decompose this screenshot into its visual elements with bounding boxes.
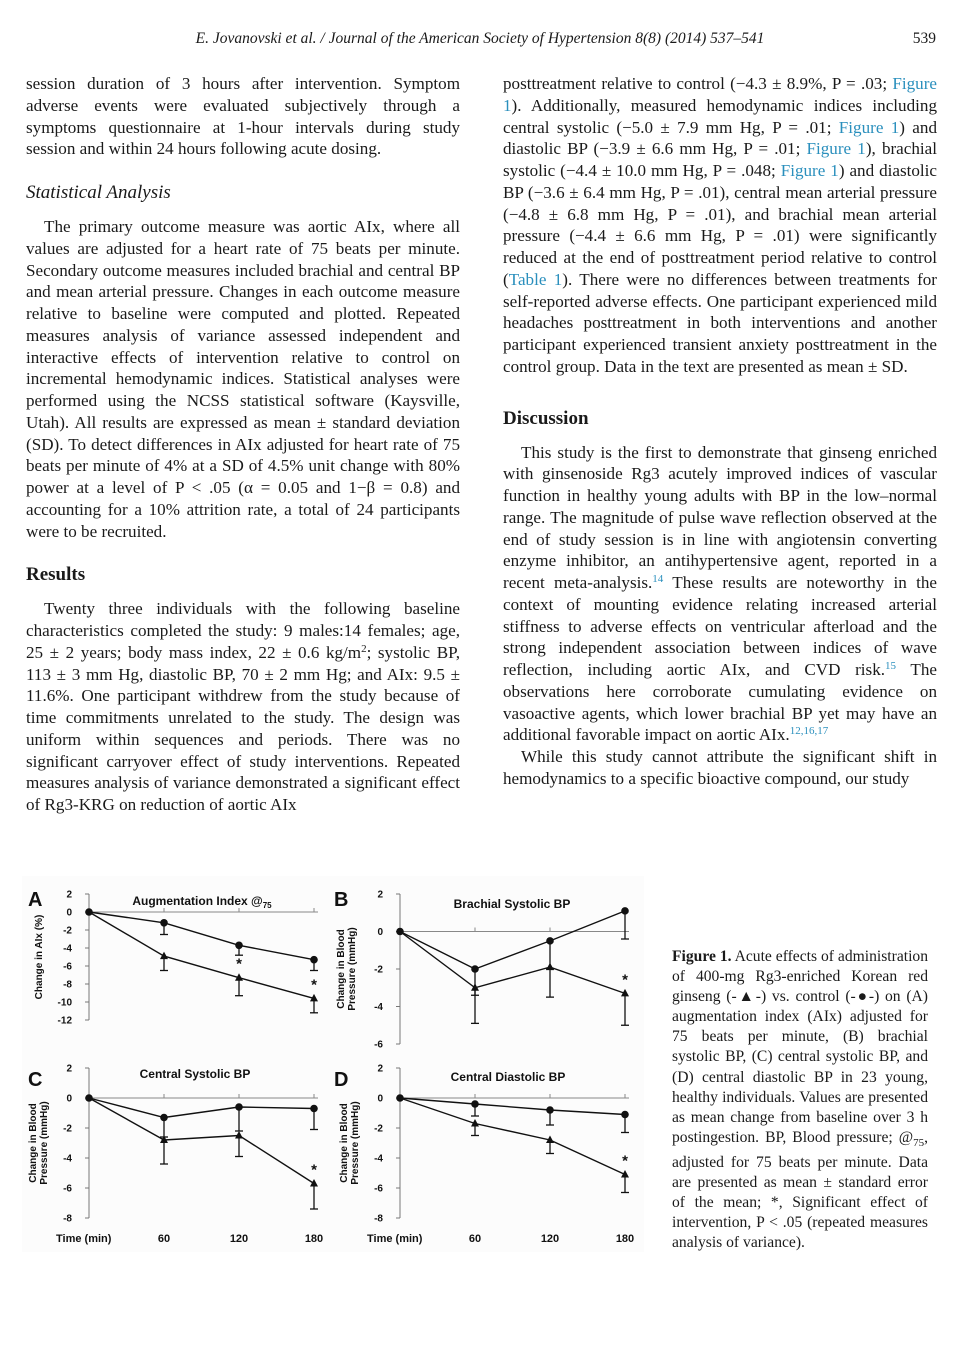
panel-a-control-point xyxy=(160,919,168,927)
results-text-b: ; systolic BP, 113 ± 3 mm Hg, diastolic BP, 70 ± 2 mm Hg; and AIx: 9.5 ± 11.6%. One participant withdrew from the study because of time commitments unrelated to the study. The design was uniform within sequences and periods. There was no significant carryover effect of study interventions. Repeated measures analysis of variance demonstrated a significant effect of Rg3-KRG on reduction of aortic AIx xyxy=(26,642,460,814)
results-text-a: Twenty three individuals with the following baseline characteristics completed the study: 9 males:14 females; age, 25 ± 2 years; body mass index, 22 ± 0.6 kg/m xyxy=(26,599,460,662)
panel-a-title: Augmentation Index $@_{75}$ xyxy=(132,894,272,910)
figure-1-link[interactable]: Figure 1 xyxy=(806,139,866,159)
panel-d-y-tick-label: -4 xyxy=(374,1153,383,1165)
results-paragraph xyxy=(26,598,460,816)
panel-c-x-label: Time (min) xyxy=(56,1233,112,1245)
journal-citation: E. Jovanovski et al. / Journal of the American Society of Hypertension 8(8) (2014) 537–541 xyxy=(195,30,765,47)
right-column xyxy=(503,73,937,790)
running-header xyxy=(0,30,960,52)
panel-a-y-tick-label: -2 xyxy=(63,925,72,937)
caption-text-c: -) on (A) augmentation index (AIx) adjusted for 75 beats per minute, (B) brachial systolic BP, (C) central systolic BP, and (D) central diastolic BP in 23 young, healthy individuals. Values are presented as mean change from baseline over 3 h postingestion. BP, Blood pressure; @ xyxy=(672,988,928,1146)
caption-subscript: 75 xyxy=(913,1136,925,1149)
panel-d-x-tick-label: 60 xyxy=(468,1233,482,1245)
figure-1-caption xyxy=(672,947,928,1254)
figure-1-link[interactable]: Figure 1 xyxy=(838,117,900,137)
panel-b-y-tick-label: 0 xyxy=(377,927,383,938)
panel-b-y-label-line1: Change in Blood xyxy=(336,929,347,1009)
panel-b-rg3-line xyxy=(400,932,625,994)
results-cont-text-3: ) and diastolic BP (−3.9 ± 6.6 mm Hg, P = .01; xyxy=(503,117,937,159)
panel-b-significance-asterisk: * xyxy=(622,971,628,989)
circle-legend-icon: ● xyxy=(855,988,869,1006)
panel-b-y-tick-label: -6 xyxy=(374,1039,383,1051)
panel-a-y-tick-label: -10 xyxy=(57,997,72,1009)
panel-b-control-point xyxy=(471,965,479,973)
panel-c-control-point xyxy=(310,1105,318,1113)
panel-c-rg3-point xyxy=(310,1179,318,1187)
panel-d-y-tick-label: -2 xyxy=(374,1123,383,1135)
panel-b-y-label-line2: Pressure (mmHg) xyxy=(347,927,358,1011)
discussion-text-3: The observations here corroborate cumulating evidence on vasoactive agents, which lower brachial BP yet may have an additional favorable impact on aortic AIx. xyxy=(503,660,937,745)
panel-d-x-tick-label: 180 xyxy=(615,1233,635,1245)
panel-b-control-point xyxy=(621,907,629,915)
results-continuation-paragraph xyxy=(503,73,937,378)
panel-d-y-tick-label: -6 xyxy=(374,1183,383,1195)
superscript-2: 2 xyxy=(361,642,367,655)
results-cont-text-4: ), brachial systolic (−4.4 ± 10.0 mm Hg, P = .048; xyxy=(503,139,937,180)
panel-c-y-tick-label: -6 xyxy=(63,1183,72,1195)
panel-c-x-tick-label: 120 xyxy=(229,1233,249,1245)
results-heading: Results xyxy=(26,564,86,586)
panel-a-y-tick-label: 2 xyxy=(66,889,72,901)
panel-a-rg3-point xyxy=(160,952,168,960)
statistical-analysis-paragraph: The primary outcome measure was aortic AIx, where all values are adjusted for a heart rate of 75 beats per minute. Secondary outcome measures included brachial and central BP and mean arterial pressure. Changes in each outcome measure relative to baseline were computed and plotted. Repeated measures analysis of variance assessed independent and interactive effects of intervention relative to control on incremental hemodynamic indices. Statistical analyses were performed using the NCSS statistical software (Kaysville, Utah). All results are expressed as mean ± standard deviation (SD). To detect differences in AIx adjusted for heart rate of 75 beats per minute of 4% at a SD of 4.5% unit change with 80% power at a level of P < .05 (α = 0.05 and 1−β = 0.8) and accounting for a 10% attrition rate, a total of 24 participants were to be recruited. xyxy=(26,217,460,541)
panel-a-rg3-line xyxy=(89,912,314,998)
panel-d-y-tick-label: 2 xyxy=(377,1063,383,1075)
discussion-heading: Discussion xyxy=(503,407,589,429)
discussion-text-1: This study is the first to demonstrate that ginseng enriched with ginsenoside Rg3 acutely improved indices of vascular function in healthy young adults with BP in the low–normal range. The magnitude of pulse wave reflection observed at the end of study session is in line with angiotensin converting enzyme inhibitor, an antihypertensive agent, reported in a recent meta-analysis. xyxy=(503,442,937,592)
reference-12-16-17-link[interactable]: 12,16,17 xyxy=(789,725,829,738)
panel-a-significance-asterisk: * xyxy=(236,955,242,973)
panel-c-significance-asterisk: * xyxy=(311,1161,317,1179)
panel-d-rg3-line xyxy=(400,1098,625,1175)
table-1-link[interactable]: Table 1 xyxy=(508,269,563,289)
panel-a-y-tick-label: -6 xyxy=(63,961,72,973)
caption-label: Figure 1. xyxy=(672,948,732,965)
panel-b-control-point xyxy=(546,937,554,945)
panel-a-letter: A xyxy=(28,889,43,911)
panel-c-y-tick-label: 2 xyxy=(66,1063,72,1075)
panel-d-x-tick-label: 120 xyxy=(540,1233,560,1245)
panel-c-y-tick-label: -2 xyxy=(63,1123,72,1135)
panel-b-letter: B xyxy=(334,889,349,911)
panel-c-y-tick-label: -8 xyxy=(63,1213,72,1225)
panel-a-control-point xyxy=(310,956,318,964)
panel-a-y-tick-label: 0 xyxy=(66,907,72,919)
caption-text-b: -) vs. control (- xyxy=(755,988,856,1006)
panel-a-y-tick-label: -12 xyxy=(57,1015,72,1027)
panel-c-x-tick-label: 180 xyxy=(304,1233,324,1245)
triangle-legend-icon: ▲ xyxy=(736,988,756,1006)
panel-d-y-tick-label: 0 xyxy=(377,1093,383,1105)
panel-c-control-point xyxy=(160,1114,168,1122)
panel-a-significance-asterisk: * xyxy=(311,976,317,994)
panel-d-control-point xyxy=(471,1100,479,1108)
discussion-paragraph-2: While this study cannot attribute the significant shift in hemodynamics to a specific bioactive compound, our study xyxy=(503,747,937,788)
panel-a-y-tick-label: -8 xyxy=(63,979,72,991)
panel-a-y-tick-label: -4 xyxy=(63,943,72,955)
panel-a-control-line xyxy=(89,912,314,960)
panel-c-rg3-point xyxy=(235,1131,243,1139)
figure-1-charts xyxy=(22,876,644,1252)
results-cont-text-2: ). Additionally, measured hemodynamic indices including central systolic (−5.0 ± 7.9 mm Hg, P = .01; xyxy=(503,95,937,137)
panel-d-y-label-line1: Change in Blood xyxy=(339,1103,350,1183)
panel-c-x-tick-label: 60 xyxy=(157,1233,171,1245)
reference-14-link[interactable]: 14 xyxy=(652,573,664,585)
figure-1-link[interactable]: Figure 1 xyxy=(780,161,839,180)
panel-d-letter: D xyxy=(334,1069,349,1091)
panel-c-y-tick-label: 0 xyxy=(66,1093,72,1105)
panel-b-y-tick-label: 2 xyxy=(377,889,383,901)
panel-b-rg3-point xyxy=(546,963,554,971)
panel-d-x-label: Time (min) xyxy=(367,1233,423,1245)
panel-d-significance-asterisk: * xyxy=(622,1152,628,1170)
panel-c-y-label-line1: Change in Blood xyxy=(28,1103,39,1183)
statistical-analysis-heading: Statistical Analysis xyxy=(26,182,171,203)
left-column xyxy=(26,73,460,816)
panel-c-y-label-line2: Pressure (mmHg) xyxy=(39,1101,50,1185)
panel-c-control-point xyxy=(235,1103,243,1111)
panel-b-y-tick-label: -2 xyxy=(374,964,383,976)
methods-continuation-paragraph: session duration of 3 hours after intervention. Symptom adverse events were evaluated subjectively through a symptoms questionnaire at 1-hour intervals during study session and within 24 hours following acute dosing. xyxy=(26,74,460,159)
panel-d-control-point xyxy=(546,1106,554,1114)
panel-b-title: Brachial Systolic BP xyxy=(453,897,571,911)
caption-text-a: Acute effects of administration of 400-mg Rg3-enriched Korean red ginseng (- xyxy=(672,948,929,1006)
panel-c-title: Central Systolic BP xyxy=(139,1067,251,1081)
panel-d-control-point xyxy=(621,1111,629,1119)
panel-d-title: Central Diastolic BP xyxy=(450,1070,566,1084)
panel-b-y-tick-label: -4 xyxy=(374,1002,383,1013)
panel-a-y-label: Change in AIx (%) xyxy=(34,914,45,1000)
results-cont-text-1: posttreatment relative to control (−4.3 ± 8.9%, P = .03; xyxy=(503,74,893,93)
caption-text-d: , adjusted for 75 beats per minute. Data are presented as mean ± standard error of the mean; *, Significant effect of intervention, P < .05 (repeated measures analysis of variance). xyxy=(672,1128,928,1252)
results-cont-text-5: ) and diastolic BP (−3.6 ± 6.4 mm Hg, P = .01), central mean arterial pressure (−4.8 ± 6.8 mm Hg, P = .01), and brachial mean arterial pressure (−4.4 ± 6.6 mm Hg, P = .01) were significantly reduced at the end of posttreatment period relative to control ( xyxy=(503,161,937,289)
discussion-paragraph-1 xyxy=(503,442,937,747)
results-cont-text-6: ). There were no differences between treatments for self-reported adverse effects. One participant experienced mild headaches posttreatment in both interventions and another participant experienced transient anxiety posttreatment in the control group. Data in the text are presented as mean ± SD. xyxy=(503,269,938,376)
discussion-text-2: These results are noteworthy in the context of mounting evidence relating increased arterial stiffness to adverse effects on ventricular afterload and the strong independent association between indices of wave reflection, including aortic AIx, and CVD risk. xyxy=(503,573,938,679)
panel-a-control-point xyxy=(235,942,243,950)
panel-c-rg3-line xyxy=(89,1098,314,1184)
page-number: 539 xyxy=(912,30,936,47)
reference-15-link[interactable]: 15 xyxy=(885,660,897,672)
panel-d-y-tick-label: -8 xyxy=(374,1213,383,1225)
figure-1 xyxy=(22,876,644,1252)
panel-c-control-line xyxy=(89,1098,314,1118)
panel-c-letter: C xyxy=(28,1069,43,1091)
panel-d-y-label-line2: Pressure (mmHg) xyxy=(350,1101,361,1185)
panel-b-control-line xyxy=(400,911,625,969)
panel-c-y-tick-label: -4 xyxy=(63,1153,72,1165)
panel-d-control-line xyxy=(400,1098,625,1115)
figure-1-link[interactable]: Figure 1 xyxy=(503,74,937,115)
